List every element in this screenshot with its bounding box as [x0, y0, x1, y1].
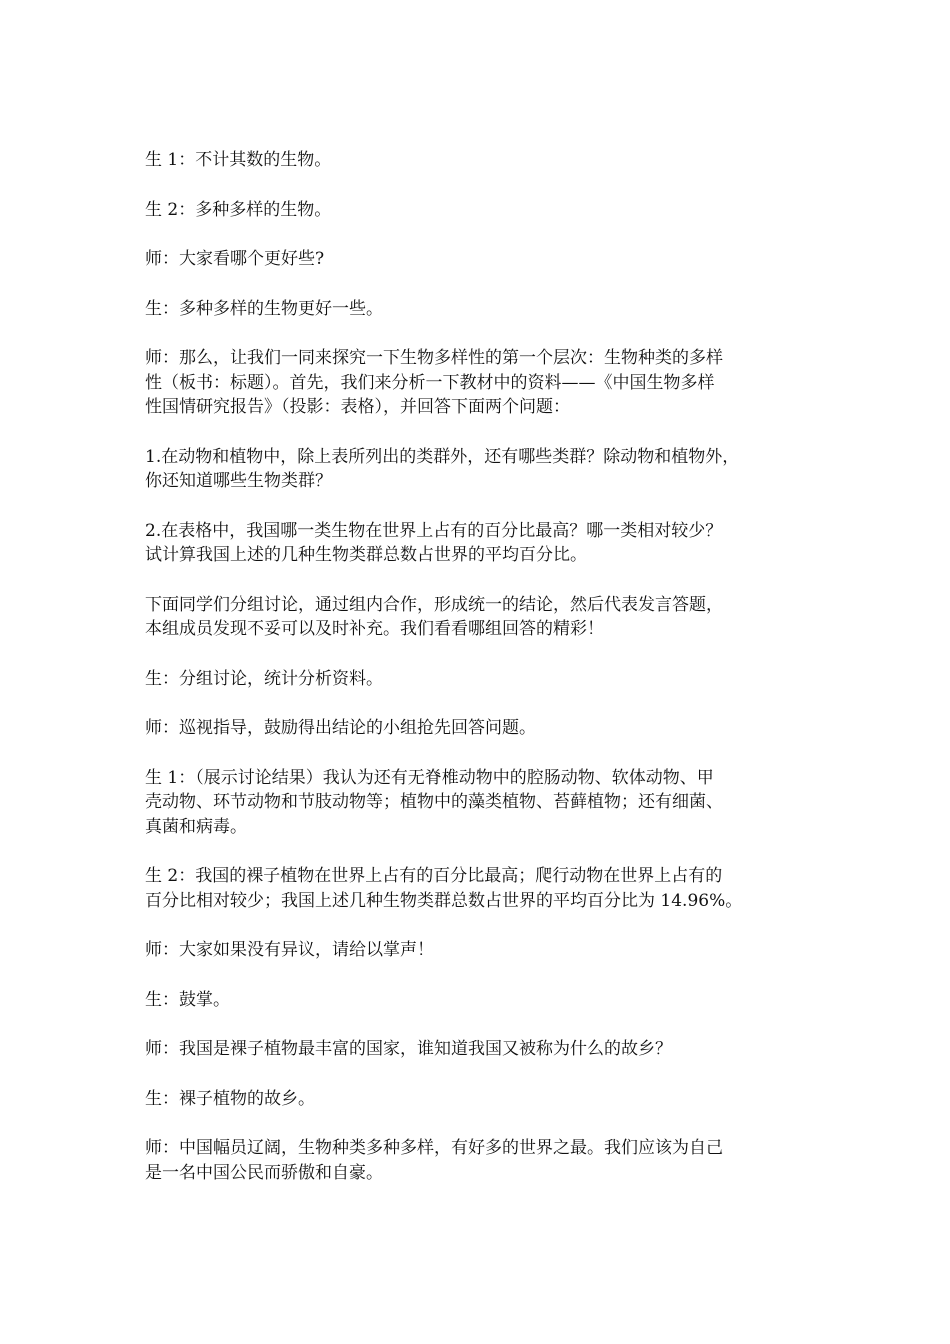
dialogue-paragraph — [145, 716, 815, 741]
text-line: 1.在动物和植物中，除上表所列出的类群外，还有哪些类群？除动物和植物外， — [145, 446, 740, 467]
dialogue-paragraph — [145, 593, 815, 642]
text-line: 师：那么，让我们一同来探究一下生物多样性的第一个层次：生物种类的多样 — [145, 348, 723, 368]
text-line: 是一名中国公民而骄傲和自豪。 — [145, 1162, 383, 1183]
text-line: 试计算我国上述的几种生物类群总数占世界的平均百分比。 — [145, 545, 587, 565]
text-line: 生 2：多种多样的生物。 — [145, 199, 332, 220]
dialogue-paragraph — [145, 1136, 815, 1185]
dialogue-paragraph — [145, 1037, 815, 1062]
text-line: 生 2：我国的裸子植物在世界上占有的百分比最高；爬行动物在世界上占有的 — [145, 866, 723, 886]
dialogue-paragraph — [145, 297, 815, 322]
dialogue-paragraph — [145, 148, 815, 173]
text-line: 师：巡视指导，鼓励得出结论的小组抢先回答问题。 — [145, 718, 536, 738]
text-line: 师：我国是裸子植物最丰富的国家，谁知道我国又被称为什么的故乡？ — [145, 1039, 672, 1059]
text-line: 本组成员发现不妥可以及时补充。我们看看哪组回答的精彩！ — [145, 619, 604, 639]
text-line: 师：大家看哪个更好些? — [145, 249, 325, 269]
dialogue-paragraph — [145, 988, 815, 1013]
text-line: 百分比相对较少；我国上述几种生物类群总数占世界的平均百分比为 14.96%。 — [145, 890, 743, 911]
text-line: 壳动物、环节动物和节肢动物等；植物中的藻类植物、苔藓植物；还有细菌、 — [145, 792, 723, 812]
dialogue-paragraph — [145, 198, 815, 223]
dialogue-paragraph — [145, 766, 815, 840]
document-page — [145, 148, 815, 1210]
dialogue-paragraph — [145, 346, 815, 420]
text-line: 师：大家如果没有异议，请给以掌声！ — [145, 940, 434, 960]
text-line: 生：多种多样的生物更好一些。 — [145, 298, 383, 319]
text-line: 生：鼓掌。 — [145, 989, 230, 1010]
text-line: 生：分组讨论，统计分析资料。 — [145, 668, 383, 689]
dialogue-paragraph — [145, 667, 815, 692]
dialogue-paragraph — [145, 938, 815, 963]
dialogue-paragraph — [145, 1087, 815, 1112]
text-line: 生：裸子植物的故乡。 — [145, 1088, 315, 1109]
question-paragraph — [145, 445, 815, 494]
text-line: 下面同学们分组讨论，通过组内合作，形成统一的结论，然后代表发言答题， — [145, 594, 723, 615]
text-line: 生 1：不计其数的生物。 — [145, 150, 332, 170]
dialogue-paragraph — [145, 864, 815, 913]
text-line: 真菌和病毒。 — [145, 816, 247, 837]
text-line: 性国情研究报告》（投影：表格），并回答下面两个问题： — [145, 397, 570, 417]
text-line: 生 1：（展示讨论结果）我认为还有无脊椎动物中的腔肠动物、软体动物、甲 — [145, 767, 714, 788]
dialogue-paragraph — [145, 247, 815, 272]
text-line: 2.在表格中，我国哪一类生物在世界上占有的百分比最高？哪一类相对较少？ — [145, 520, 723, 541]
question-paragraph — [145, 519, 815, 568]
text-line: 你还知道哪些生物类群？ — [145, 471, 332, 491]
text-line: 师：中国幅员辽阔，生物种类多种多样，有好多的世界之最。我们应该为自己 — [145, 1138, 723, 1158]
text-line: 性（板书：标题）。首先，我们来分析一下教材中的资料——《中国生物多样 — [145, 372, 715, 393]
